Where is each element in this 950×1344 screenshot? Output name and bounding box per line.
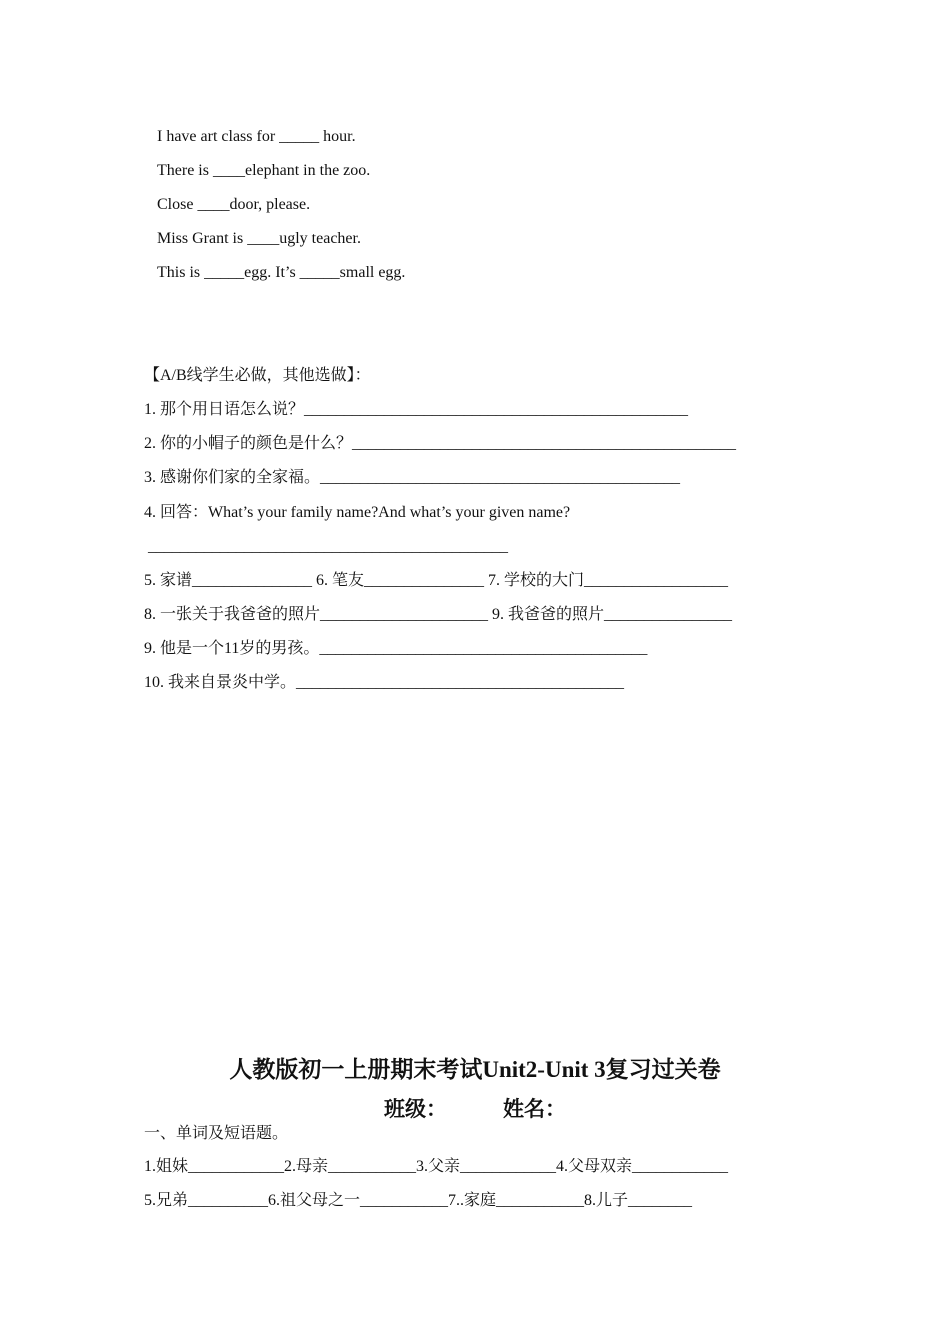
name-label: 姓名： [503, 1097, 566, 1121]
translation-item-3: 3. 感谢你们家的全家福。_____________________________________________ [144, 469, 681, 486]
vocab-line-2: 5.兄弟__________6.祖父母之一___________7..家庭___________8.儿子________ [144, 1192, 693, 1209]
fill-sentence-5: This is _____egg. It’s _____small egg. [157, 264, 406, 281]
translation-item-2: 2. 你的小帽子的颜色是什么？________________________________________________ [144, 435, 737, 452]
fill-sentence-3: Close ____door, please. [157, 196, 311, 213]
fill-sentence-4: Miss Grant is ____ugly teacher. [157, 230, 361, 247]
exam-title: 人教版初一上册期末考试Unit2-Unit 3复习过关卷 [229, 1057, 721, 1082]
fill-sentence-2: There is ____elephant in the zoo. [157, 162, 371, 179]
translation-item-4: 4. 回答：What’s your family name?And what’s your given name? [144, 504, 571, 521]
class-label: 班级： [384, 1097, 447, 1121]
translation-item-5-7: 5. 家谱_______________ 6. 笔友_______________ 7. 学校的大门__________________ [144, 572, 729, 589]
translation-item-1: 1. 那个用日语怎么说？________________________________________________ [144, 401, 689, 418]
section-heading: 【A/B线学生必做，其他选做】： [144, 367, 371, 384]
vocab-line-1: 1.姐妹____________2.母亲___________3.父亲____________4.父母双亲____________ [144, 1158, 729, 1175]
answer-blank-line: _____________________________________________ [144, 538, 508, 555]
translation-item-10: 10. 我来自景炎中学。_________________________________________ [144, 674, 625, 691]
vocab-heading: 一、单词及短语题。 [144, 1125, 289, 1142]
fill-sentence-1: I have art class for _____ hour. [157, 128, 356, 145]
class-name-line [0, 1096, 950, 1122]
translation-item-8-9: 8. 一张关于我爸爸的照片_____________________ 9. 我爸爸的照片________________ [144, 606, 733, 623]
translation-item-9b: 9. 他是一个11岁的男孩。_________________________________________ [144, 640, 648, 657]
